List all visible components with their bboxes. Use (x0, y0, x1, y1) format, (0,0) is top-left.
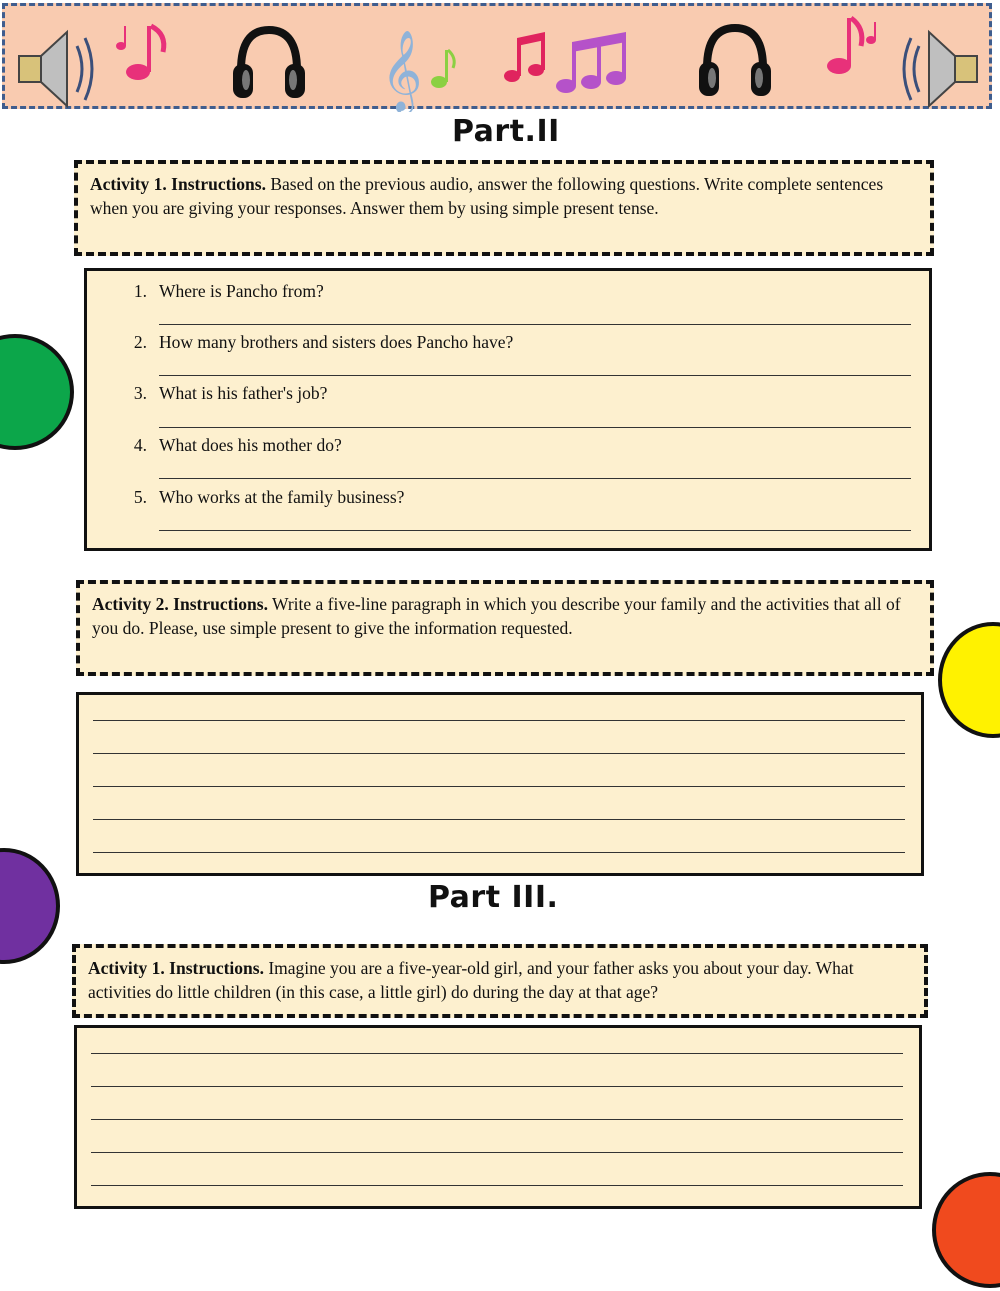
svg-text:𝄞: 𝄞 (381, 29, 423, 111)
question-text: Who works at the family business? (159, 487, 405, 507)
writing-line[interactable] (93, 786, 905, 787)
question-number: 4. (133, 435, 147, 455)
question-text: What does his mother do? (159, 435, 342, 455)
part2-activity1-instructions (74, 160, 934, 256)
header-banner (2, 3, 992, 109)
answer-line[interactable] (159, 324, 911, 325)
music-note-icon (504, 32, 545, 82)
yellow-circle-decoration (938, 622, 1000, 738)
music-note-icon (827, 18, 876, 74)
red-circle-decoration (932, 1172, 1000, 1288)
purple-circle-decoration (0, 848, 60, 964)
answer-line[interactable] (159, 375, 911, 376)
writing-line[interactable] (91, 1053, 903, 1054)
writing-line[interactable] (91, 1086, 903, 1087)
question-text: What is his father's job? (159, 383, 328, 403)
writing-line[interactable] (93, 819, 905, 820)
writing-line[interactable] (93, 720, 905, 721)
part-3-title: Part III. (428, 880, 559, 915)
writing-line[interactable] (91, 1185, 903, 1186)
activity-text: Imagine you are a five-year-old girl, and your father asks you about your day. What activities do little children (in this case, a little girl) do during the day at that age? (88, 958, 854, 1002)
writing-line[interactable] (93, 753, 905, 754)
speaker-icon (19, 32, 92, 106)
answer-line[interactable] (159, 427, 911, 428)
activity-text: Based on the previous audio, answer the following questions. Write complete sentences when you are giving your responses. Answer them by using simple present tense. (90, 174, 884, 218)
question-number: 3. (133, 383, 147, 403)
question-number: 1. (133, 281, 147, 301)
question-text: Where is Pancho from? (159, 281, 324, 301)
headphones-icon (699, 28, 771, 96)
music-notes-icon (556, 32, 626, 93)
question-number: 2. (133, 332, 147, 352)
speaker-icon (904, 32, 977, 106)
activity-text: Write a five-line paragraph in which you describe your family and the activities that all of you do. Please, use simple present to give the information requested. (92, 594, 901, 638)
headphones-icon (233, 30, 305, 98)
writing-line[interactable] (91, 1152, 903, 1153)
activity-label: Activity 1. Instructions. (88, 958, 264, 978)
writing-line[interactable] (93, 852, 905, 853)
part3-activity1-instructions (72, 944, 928, 1018)
treble-clef-icon (381, 29, 422, 112)
activity-label: Activity 1. Instructions. (90, 174, 266, 194)
music-note-icon (116, 26, 164, 80)
answer-line[interactable] (159, 530, 911, 531)
answer-line[interactable] (159, 478, 911, 479)
questions-box (84, 268, 932, 551)
green-circle-decoration (0, 334, 74, 450)
question-number: 5. (133, 487, 147, 507)
writing-line[interactable] (91, 1119, 903, 1120)
part3-writing-box[interactable] (74, 1025, 922, 1209)
question-text: How many brothers and sisters does Pancho have? (159, 332, 514, 352)
part-2-title: Part.II (452, 114, 560, 149)
part2-activity2-instructions (76, 580, 934, 676)
activity-label: Activity 2. Instructions. (92, 594, 268, 614)
music-note-icon (431, 50, 454, 88)
paragraph-writing-box[interactable] (76, 692, 924, 876)
